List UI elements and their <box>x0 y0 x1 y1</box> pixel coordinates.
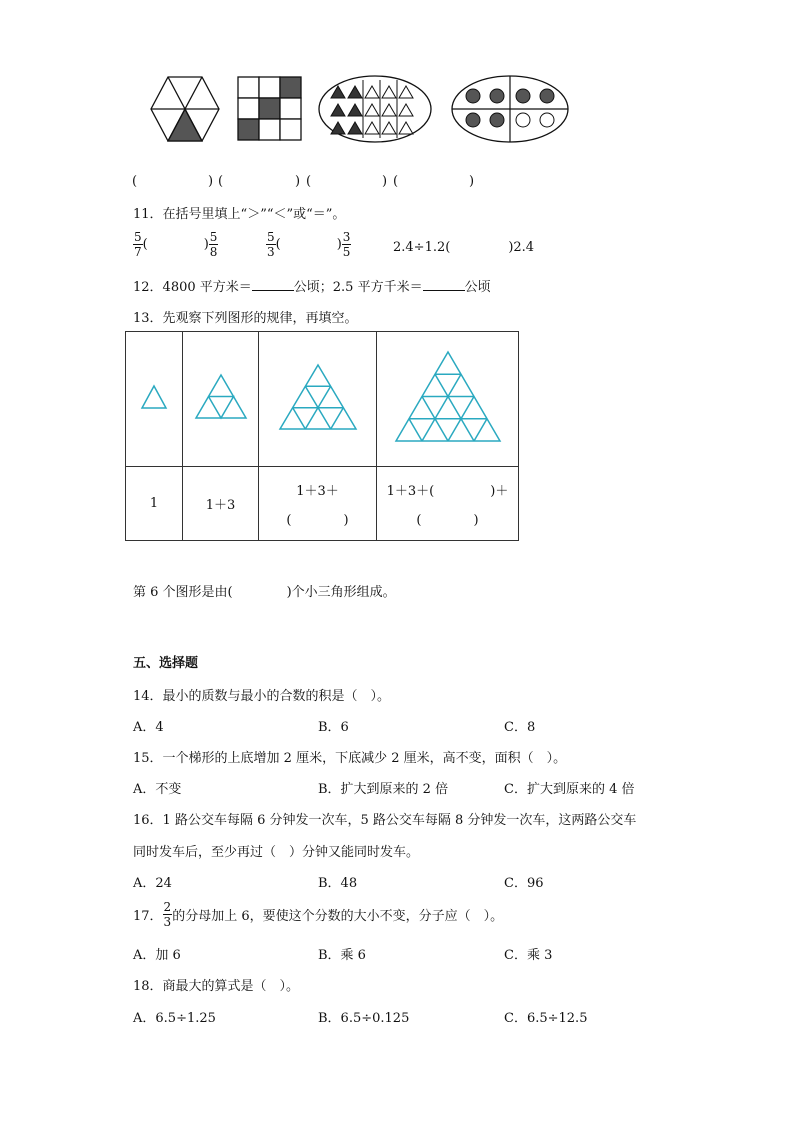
fraction: $\frac{5}{7}$ <box>134 230 142 259</box>
q10-bracket: ) <box>469 174 475 189</box>
q15-option-a[interactable]: A．不变 <box>133 782 182 797</box>
q13-fill-line: 第 6 个图形是由( )个小三角形组成。 <box>133 585 396 600</box>
pattern-cell <box>377 332 519 467</box>
q13-title: 13．先观察下列图形的规律，再填空。 <box>133 311 358 326</box>
answer-blank[interactable] <box>423 278 465 291</box>
q11-item-1: $\frac{5}{7}$ ( ) $\frac{5}{8}$ <box>134 230 218 259</box>
q15-option-b[interactable]: B．扩大到原来的 2 倍 <box>318 782 449 797</box>
pattern-count-cell: 1 <box>126 467 183 541</box>
q14-stem: 14．最小的质数与最小的合数的积是（ ）。 <box>133 689 391 704</box>
pattern-table <box>125 331 519 541</box>
q10-bracket: ) <box>208 174 214 189</box>
q11-item-3: 2.4÷1.2( )2.4 <box>393 240 535 255</box>
fraction: $\frac{5}{3}$ <box>267 230 275 259</box>
q10-figures <box>140 74 580 146</box>
triangle-figure-2 <box>193 372 249 422</box>
triangle-figure-4 <box>392 349 504 445</box>
triangle-figure-1 <box>139 383 169 411</box>
q12-line: 12．4800 平方米＝ 公顷；2.5 平方千米＝ 公顷 <box>133 280 491 295</box>
q16-option-c[interactable]: C．96 <box>504 876 544 891</box>
q10-bracket: ( <box>306 174 312 189</box>
triangle-figure-3 <box>277 362 359 432</box>
q17-option-a[interactable]: A．加 6 <box>133 948 181 963</box>
q16-stem-line1: 16．1 路公交车每隔 6 分钟发一次车，5 路公交车每隔 8 分钟发一次车，这两路公交车 <box>133 813 637 828</box>
hexagon-figure <box>151 77 219 141</box>
pattern-count-cell: 1＋3＋( )＋ ( ) <box>377 467 519 541</box>
q10-bracket: ) <box>382 174 388 189</box>
q18-option-c[interactable]: C．6.5÷12.5 <box>504 1011 588 1026</box>
fraction: $\frac{5}{8}$ <box>209 230 218 259</box>
q10-bracket: ( <box>393 174 399 189</box>
pattern-cell <box>259 332 377 467</box>
pattern-cell <box>126 332 183 467</box>
q18-option-b[interactable]: B．6.5÷0.125 <box>318 1011 410 1026</box>
q10-bracket: ) <box>295 174 301 189</box>
q14-option-a[interactable]: A．4 <box>133 720 164 735</box>
q16-option-a[interactable]: A．24 <box>133 876 172 891</box>
q15-stem: 15．一个梯形的上底增加 2 厘米，下底减少 2 厘米，高不变，面积（ ）。 <box>133 751 567 766</box>
q11-item-2: $\frac{5}{3}$ ( ) $\frac{3}{5}$ <box>267 230 351 259</box>
grid-figure <box>238 77 301 140</box>
q14-option-b[interactable]: B．6 <box>318 720 349 735</box>
q17-option-b[interactable]: B．乘 6 <box>318 948 366 963</box>
q18-option-a[interactable]: A．6.5÷1.25 <box>133 1011 216 1026</box>
q10-bracket: ( <box>218 174 224 189</box>
answer-blank[interactable] <box>252 278 294 291</box>
q17-option-c[interactable]: C．乘 3 <box>504 948 553 963</box>
q11-title: 11．在括号里填上“＞”“＜”或“＝”。 <box>133 207 346 222</box>
circles-oval-figure <box>452 76 568 142</box>
triangles-oval-figure <box>319 76 431 142</box>
q16-option-b[interactable]: B．48 <box>318 876 358 891</box>
q18-stem: 18．商最大的算式是（ ）。 <box>133 979 300 994</box>
q17-stem: 17． $\frac{2}{3}$ 的分母加上 6，要使这个分数的大小不变，分子应（ ）。 <box>133 900 504 929</box>
fraction: $\frac{3}{5}$ <box>342 230 351 259</box>
fraction: $\frac{2}{3}$ <box>163 900 172 929</box>
pattern-count-cell: 1＋3＋ ( ) <box>259 467 377 541</box>
pattern-cell <box>183 332 259 467</box>
q14-option-c[interactable]: C．8 <box>504 720 536 735</box>
q15-option-c[interactable]: C．扩大到原来的 4 倍 <box>504 782 635 797</box>
pattern-count-cell: 1＋3 <box>183 467 259 541</box>
q16-stem-line2: 同时发车后，至少再过（ ）分钟又能同时发车。 <box>133 845 420 860</box>
section-title: 五、选择题 <box>133 656 199 671</box>
q10-bracket: ( <box>132 174 138 189</box>
